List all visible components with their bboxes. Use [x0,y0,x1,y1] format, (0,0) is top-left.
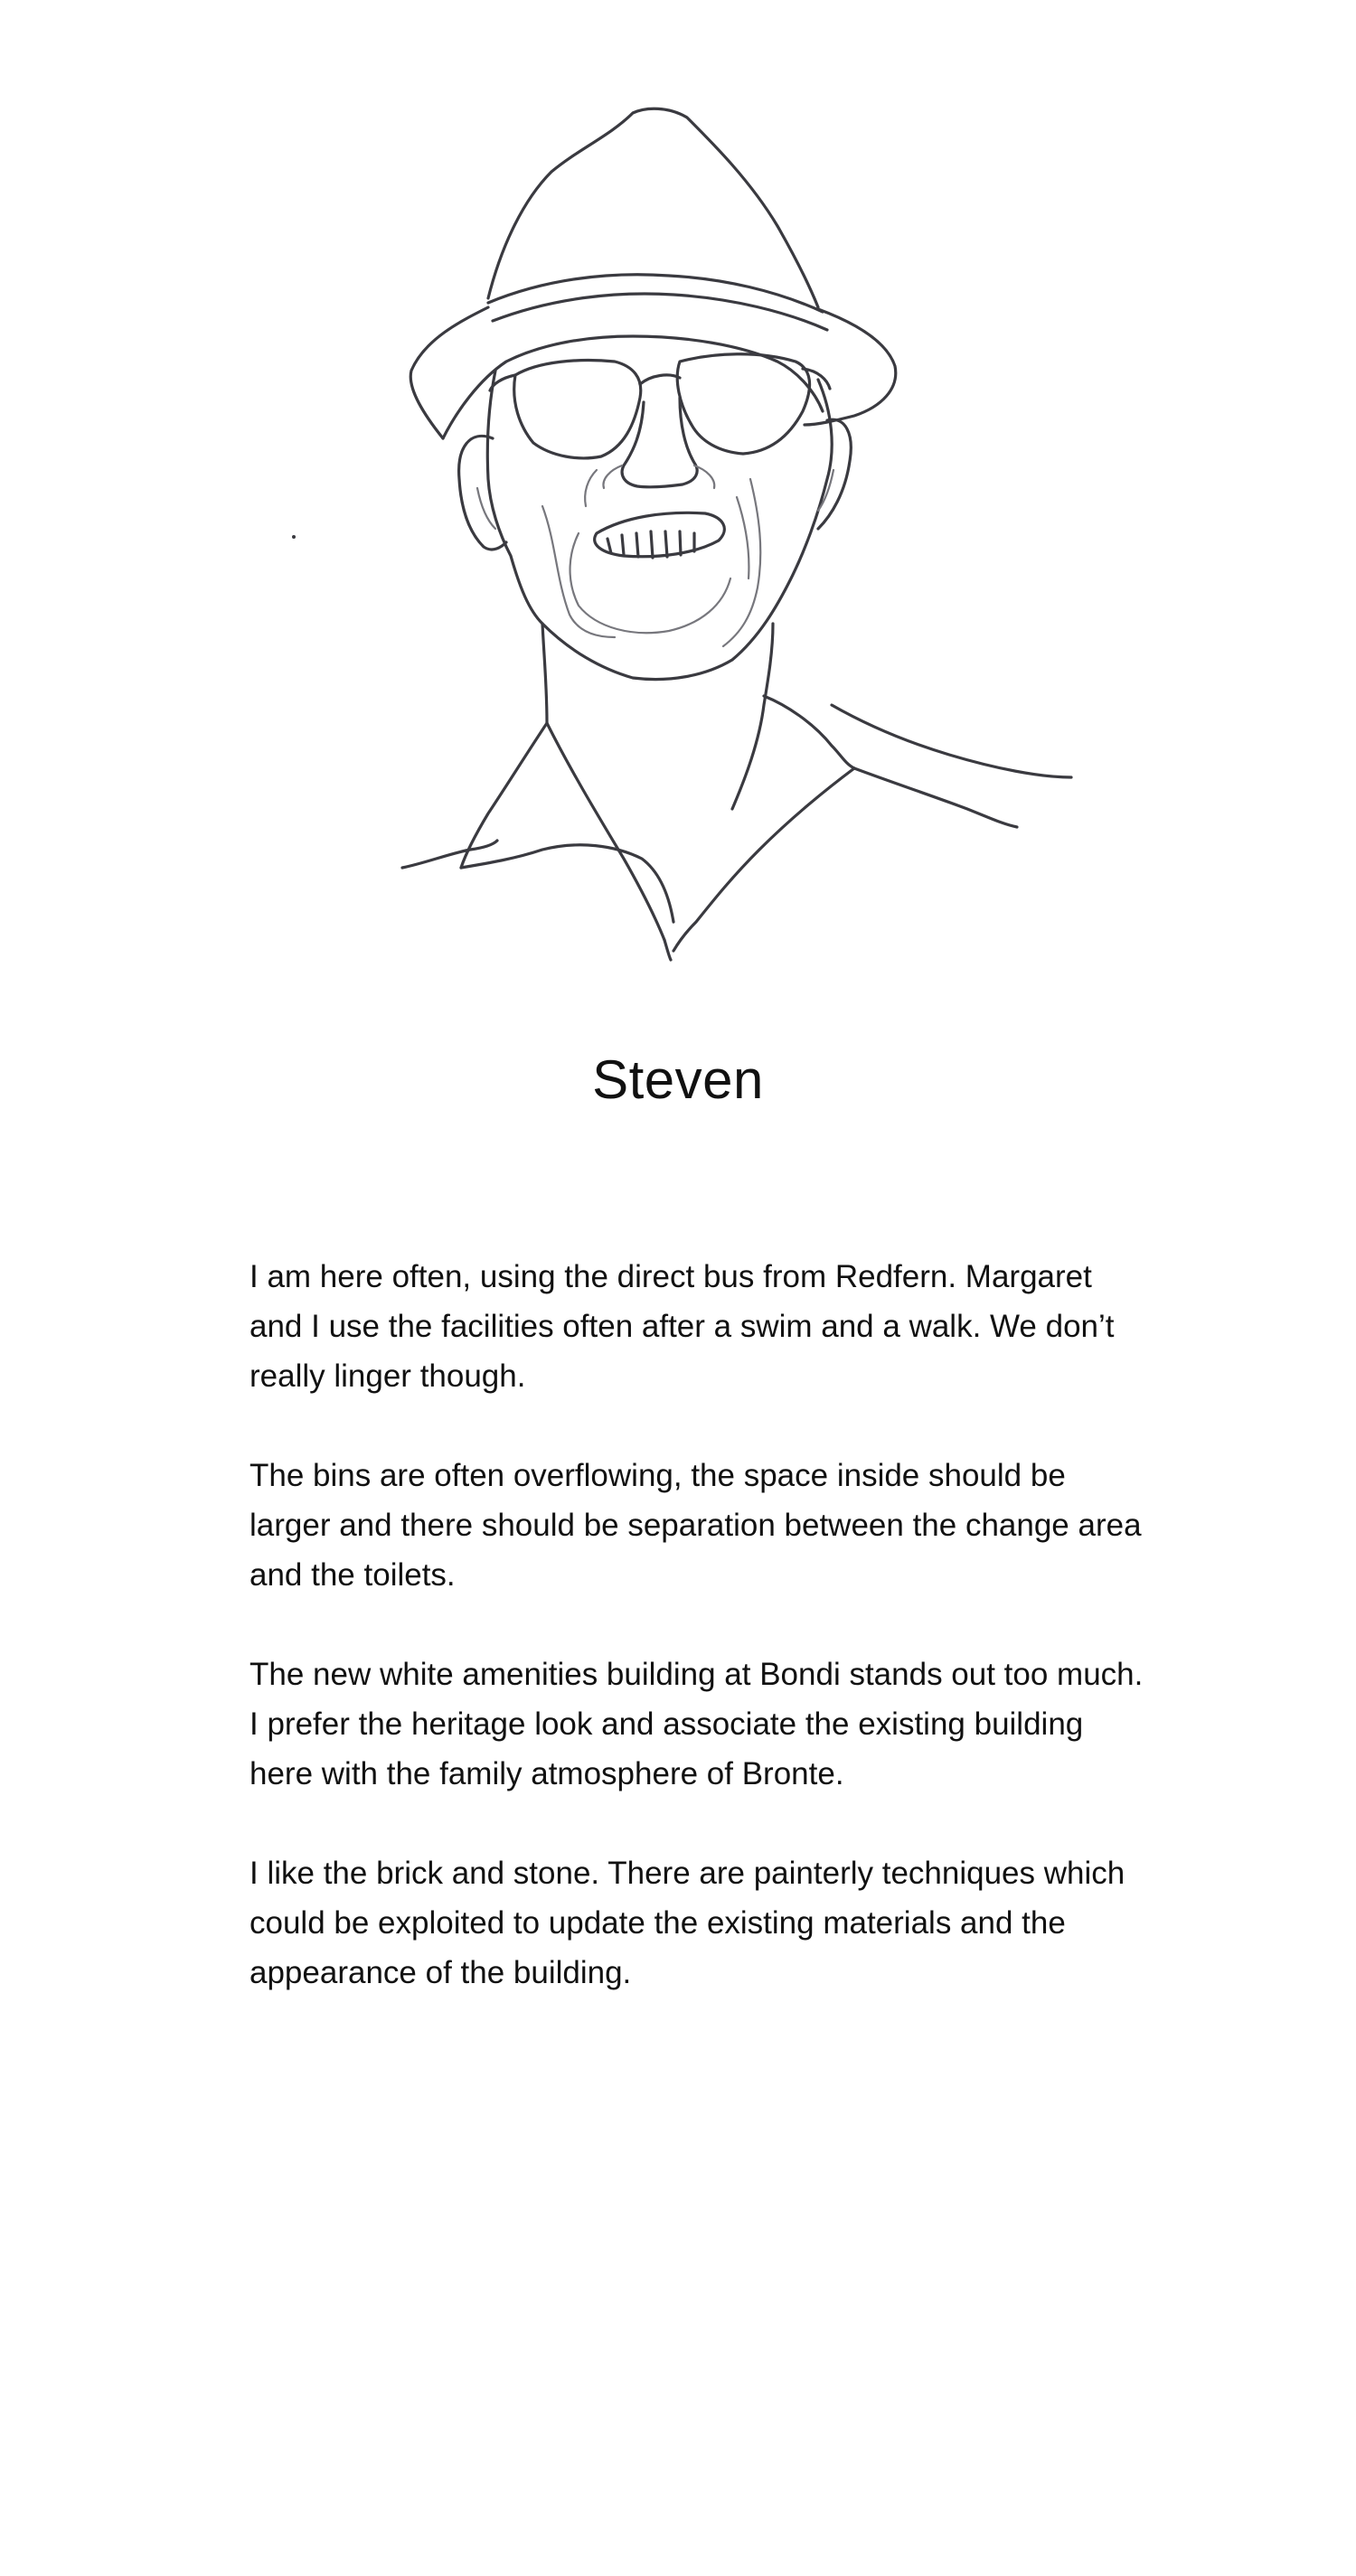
man-with-hat-and-sunglasses-sketch-icon [0,0,1356,976]
testimonial-paragraph: The bins are often overflowing, the space inside should be larger and there should be separation between the change area and the toilets. [250,1458,1142,1593]
person-name: Steven [592,1049,764,1110]
testimonial-body [250,1252,1144,2047]
testimonial-paragraph: The new white amenities building at Bondi stands out too much. I prefer the heritage look and associate the existing building here with the family atmosphere of Bronte. [250,1657,1144,1791]
testimonial-paragraph: I like the brick and stone. There are painterly techniques which could be exploited to update the existing materials and the appearance of the building. [250,1856,1125,1990]
testimonial-paragraph: I am here often, using the direct bus from Redfern. Margaret and I use the facilities often after a swim and a walk. We don’t really linger though. [250,1259,1115,1394]
portrait-sketch [0,0,1356,976]
